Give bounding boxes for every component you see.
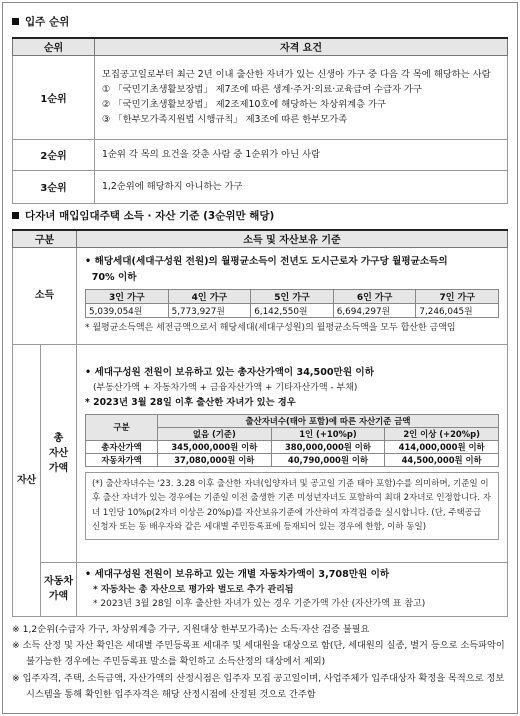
car-asset-label-line: 가액 bbox=[48, 591, 69, 602]
asset-row-name: 자동차가액 bbox=[86, 453, 158, 466]
income-header-row bbox=[86, 290, 499, 304]
car-asset-label-line: 자동차 bbox=[44, 576, 73, 587]
car-asset-bullet-text: 세대구성원 전원이 보유하고 있는 개별 자동차가액이 3,708만원 이하 bbox=[94, 569, 390, 580]
income-value-row bbox=[86, 304, 499, 318]
asset-label: 자산 bbox=[13, 344, 41, 616]
req-cell bbox=[95, 55, 508, 139]
child-count-header: 1인 (+10%p) bbox=[271, 427, 385, 440]
asset-star-note-text: 2023년 3월 28일 이후 출산한 자녀가 있는 경우 bbox=[93, 396, 296, 408]
asset-standard-table bbox=[85, 414, 499, 467]
section1-title: 입주 순위 bbox=[25, 16, 70, 28]
priority-header-row bbox=[13, 38, 508, 55]
total-asset-label-line: 가액 bbox=[48, 462, 69, 474]
priority-table bbox=[12, 37, 508, 204]
car-asset-label bbox=[41, 562, 77, 616]
section2-heading bbox=[12, 208, 274, 223]
square-bullet-icon bbox=[12, 18, 19, 25]
total-asset-label-line: 자산 bbox=[48, 447, 69, 459]
income-bullet-percent: 70% 이하 bbox=[91, 272, 137, 283]
req-text: 모집공고일로부터 최근 2년 이내 출산한 자녀가 있는 신생아 가구 중 다음 각 목에 해당하는 사람 bbox=[102, 69, 491, 80]
rank-cell: 2순위 bbox=[13, 139, 95, 170]
income-value: 6,142,550원 bbox=[251, 304, 334, 318]
asset-value-row bbox=[86, 453, 499, 466]
household-header: 7인 가구 bbox=[416, 290, 499, 304]
section2-title: 다자녀 매입임대주택 소득 · 자산 기준 (3순위만 해당) bbox=[25, 210, 275, 222]
household-header: 6인 가구 bbox=[333, 290, 416, 304]
asset-formula: (부동산가액 + 자동차가액 + 금융자산가액 + 기타자산가액 - 부채) bbox=[93, 382, 358, 393]
household-header: 4인 가구 bbox=[168, 290, 251, 304]
col-rank-header: 순위 bbox=[13, 38, 95, 55]
square-bullet-icon bbox=[12, 212, 19, 219]
child-count-header: 없음 (기준) bbox=[158, 427, 272, 440]
asset-value: 345,000,000원 이하 bbox=[158, 440, 272, 453]
table-row bbox=[13, 55, 508, 139]
asset-star-note: * 2023년 3월 28일 이후 출산한 자녀가 있는 경우 bbox=[85, 396, 296, 408]
car-asset-bullet: • 세대구성원 전원이 보유하고 있는 개별 자동차가액이 3,708만원 이하 bbox=[85, 569, 390, 580]
household-header: 5인 가구 bbox=[251, 290, 334, 304]
req-item: ① 「국민기초생활보장법」 제7조에 따른 생계·주거·의료·교육급여 수급자 가구 bbox=[102, 84, 422, 95]
total-asset-label-line: 총 bbox=[53, 432, 64, 444]
income-note: * 월평균소득액은 세전금액으로서 해당세대(세대구성원)의 월평균소득액을 모두 합산한 금액임 bbox=[85, 323, 456, 333]
rank-cell: 3순위 bbox=[13, 170, 95, 203]
car-star-note: * 자동차는 총 자산으로 평가와 별도로 추가 관리됨 bbox=[93, 585, 294, 595]
col-req-header: 자격 요건 bbox=[95, 38, 508, 55]
income-value: 5,039,054원 bbox=[86, 304, 169, 318]
footnote: ※ 1,2순위(수급자 가구, 차상위계층 가구, 지원대상 한부모가족)는 소득·자산 검증 불필요 bbox=[12, 624, 370, 635]
income-value: 6,694,297원 bbox=[333, 304, 416, 318]
income-bullet-text: 해당세대(세대구성원 전원)의 월평균소득이 전년도 도시근로자 가구당 월평균소득의 bbox=[94, 256, 448, 267]
household-header: 3인 가구 bbox=[86, 290, 169, 304]
asset-value: 44,500,000원 이하 bbox=[385, 453, 499, 466]
footnote: ※ 입주자격, 주택, 소득금액, 자산가액의 산정시점은 입주자 모집 공고일이며, 사업주체가 입주대상자 확정을 목적으로 정보시스템을 통해 확인한 입주자격은 해당 산정시점에 산정된 것으로 간주함 bbox=[12, 672, 505, 700]
total-asset-cell bbox=[77, 344, 508, 562]
total-asset-bullet: • 세대구성원 전원이 보유하고 있는 총자산가액이 34,500만원 이하 bbox=[85, 366, 374, 378]
asset-value: 380,000,000원 이하 bbox=[271, 440, 385, 453]
car-asset-cell bbox=[77, 562, 508, 616]
asset-type-header: 구분 bbox=[86, 414, 158, 440]
asset-value: 414,000,000원 이하 bbox=[385, 440, 499, 453]
asset-value-row bbox=[86, 440, 499, 453]
asset-value: 37,080,000원 이하 bbox=[158, 453, 272, 466]
income-bullet: • 해당세대(세대구성원 전원)의 월평균소득이 전년도 도시근로자 가구당 월평균소득의 70% 이하 bbox=[85, 256, 448, 283]
asset-header-row bbox=[86, 414, 499, 427]
income-value: 7,246,045원 bbox=[416, 304, 499, 318]
car-star-note-emphasis: 추가 관리됨 bbox=[246, 585, 294, 595]
req-cell: 1,2순위에 해당하지 아니하는 가구 bbox=[95, 170, 508, 203]
rank-cell: 1순위 bbox=[13, 55, 95, 139]
asset-value: 40,790,000원 이하 bbox=[271, 453, 385, 466]
col-type-header: 구분 bbox=[13, 230, 77, 247]
child-count-header: 2인 이상 (+20%p) bbox=[385, 427, 499, 440]
income-value: 5,773,927원 bbox=[168, 304, 251, 318]
car-note: * 2023년 3월 28일 이후 출산한 자녀가 있는 경우 기준가액 가산 (자산가액 표 참고) bbox=[93, 599, 426, 609]
income-cell bbox=[77, 247, 508, 344]
asset-total-row bbox=[13, 344, 508, 562]
section1-heading bbox=[12, 14, 69, 29]
req-item: ③ 「한부모가족지원법 시행규칙」 제3조에 따른 한부모가족 bbox=[102, 114, 348, 125]
total-asset-label bbox=[41, 344, 77, 562]
car-star-note-text: 자동차는 총 자산으로 평가와 별도로 bbox=[100, 585, 244, 595]
total-asset-bullet-text: 세대구성원 전원이 보유하고 있는 총자산가액이 34,500만원 이하 bbox=[94, 366, 374, 378]
asset-row-name: 총자산가액 bbox=[86, 440, 158, 453]
asset-group-header: 출산자녀수(태아 포함)에 따른 자산기준 금액 bbox=[158, 414, 499, 427]
req-item: ② 「국민기초생활보장법」 제2조제10호에 해당하는 차상위계층 가구 bbox=[102, 99, 386, 110]
footnotes bbox=[12, 622, 508, 703]
table-row bbox=[13, 170, 508, 203]
income-label: 소득 bbox=[13, 247, 77, 344]
income-asset-table bbox=[12, 229, 508, 617]
req-cell: 1순위 각 목의 요건을 갖춘 사람 중 1순위가 아닌 사람 bbox=[95, 139, 508, 170]
col-std-header: 소득 및 자산보유 기준 bbox=[77, 230, 508, 247]
income-standard-table bbox=[85, 289, 499, 318]
table-row bbox=[13, 139, 508, 170]
footnote: ※ 소득 산정 및 자산 확인은 세대별 주민등록표 세대주 및 세대원을 대상으로 함(단, 세대원의 실종, 별거 등으로 소득파악이 불가능한 경우에는 주민등록표 말소를 확인하고 소득산정의 대상에서 제외) bbox=[12, 640, 505, 668]
standard-header-row bbox=[13, 230, 508, 247]
car-asset-row bbox=[13, 562, 508, 616]
income-row bbox=[13, 247, 508, 344]
child-count-note-box: (*) 출산자녀수는 '23. 3.28 이후 출산한 자녀(입양자녀 및 공고일 기준 태아 포함)수를 의미하며, 기준일 이후 출산 자녀가 있는 경우에는 기준일 이전 출생한 기존 미성년자녀도 포함하여 최대 2자녀로 인정합니다. 자녀 1인당 10%p(2자녀 이상은 20%p)를 자산보유기준에 가산하여 자격검증을 실시합니다. (단, 주택공급 신청자 또는 동 배우자와 같은 세대별 주민등록표에 등재되어 있는 경우에 한함, 이하 동일) bbox=[85, 472, 499, 540]
